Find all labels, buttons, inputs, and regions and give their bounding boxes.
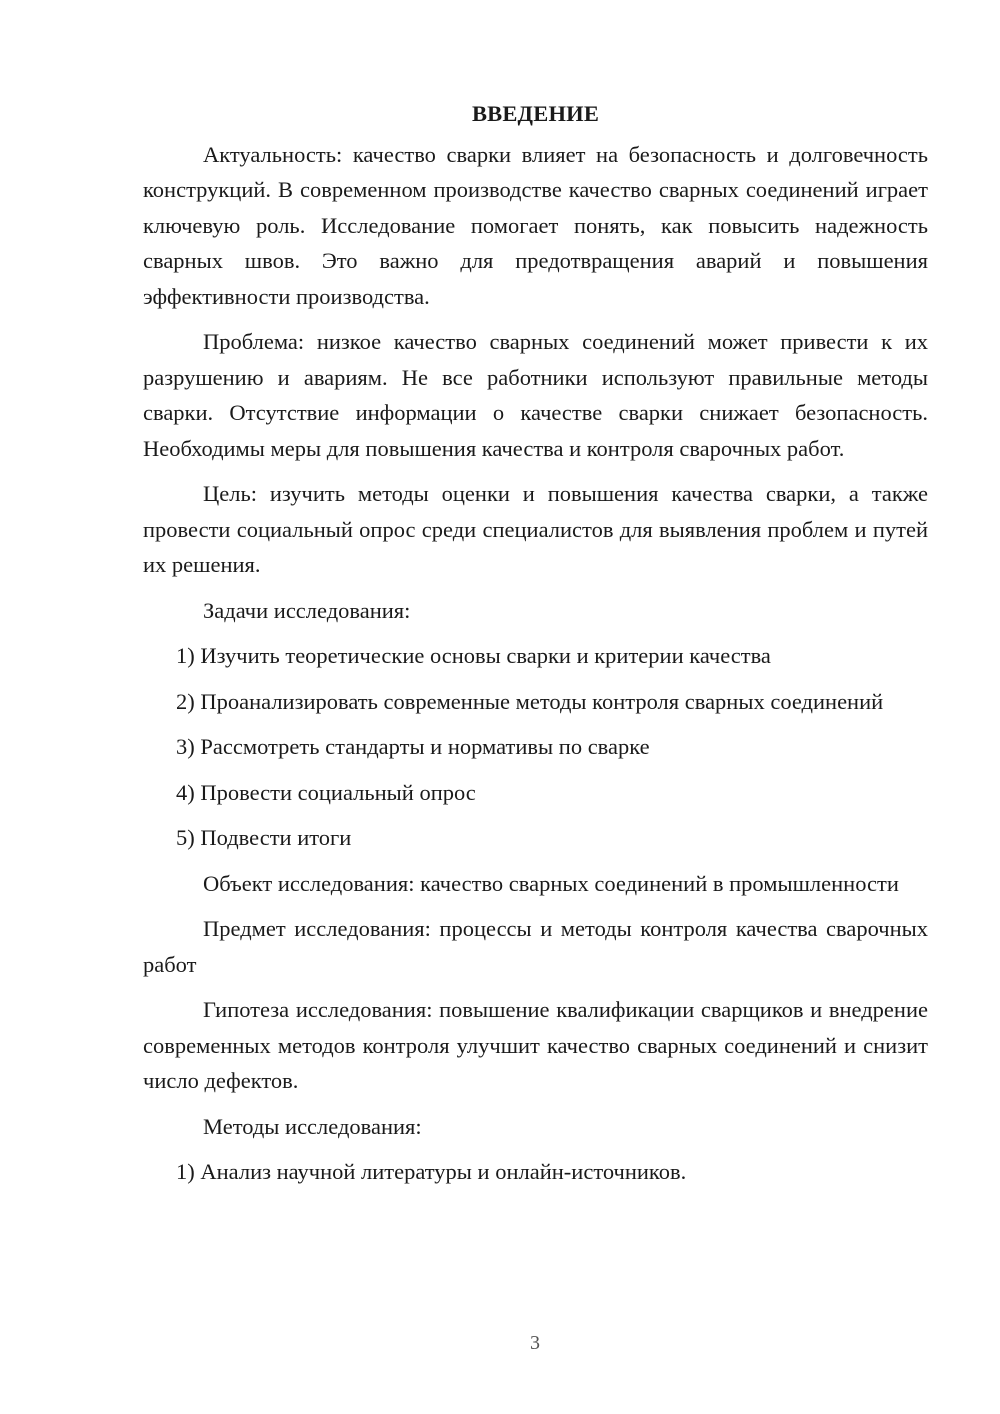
goal-paragraph: Цель: изучить методы оценки и повышения качества сварки, а также провести социальный опрос среди специалистов для выявления проблем и путей их решения. <box>143 481 928 577</box>
methods-heading: Методы исследования: <box>203 1113 422 1139</box>
task-item-4: 4) Провести социальный опрос <box>176 779 476 805</box>
task-item-3: 3) Рассмотреть стандарты и нормативы по сварке <box>176 734 650 759</box>
relevance-paragraph: Актуальность: качество сварки влияет на безопасность и долговечность конструкций. В современном производстве качество сварных соединений играет ключевую роль. Исследование помогает понять, как повысить надежность сварных швов. Это важно для предотвращения аварий и повышения эффективности производства. <box>143 141 928 309</box>
page-number: 3 <box>530 1332 540 1354</box>
problem-paragraph: Проблема: низкое качество сварных соединений может привести к их разрушению и авариям. Не все работники используют правильные методы сварки. Отсутствие информации о качестве сварки снижает безопасность. Необходимы меры для повышения качества и контроля сварочных работ. <box>143 329 928 461</box>
object-paragraph: Объект исследования: качество сварных соединений в промышленности <box>203 870 899 896</box>
task-item-1: 1) Изучить теоретические основы сварки и критерии качества <box>176 643 771 668</box>
document-page <box>143 96 928 1200</box>
task-item-5: 5) Подвести итоги <box>176 825 352 850</box>
page-title: ВВЕДЕНИЕ <box>471 101 600 126</box>
hypothesis-paragraph: Гипотеза исследования: повышение квалификации сварщиков и внедрение современных методов контроля улучшит качество сварных соединений и снизит число дефектов. <box>143 997 928 1093</box>
method-item-1: 1) Анализ научной литературы и онлайн-источников. <box>176 1159 687 1184</box>
task-item-2: 2) Проанализировать современные методы контроля сварных соединений <box>176 688 884 714</box>
subject-paragraph: Предмет исследования: процессы и методы контроля качества сварочных работ <box>143 916 928 977</box>
tasks-heading: Задачи исследования: <box>203 597 411 623</box>
